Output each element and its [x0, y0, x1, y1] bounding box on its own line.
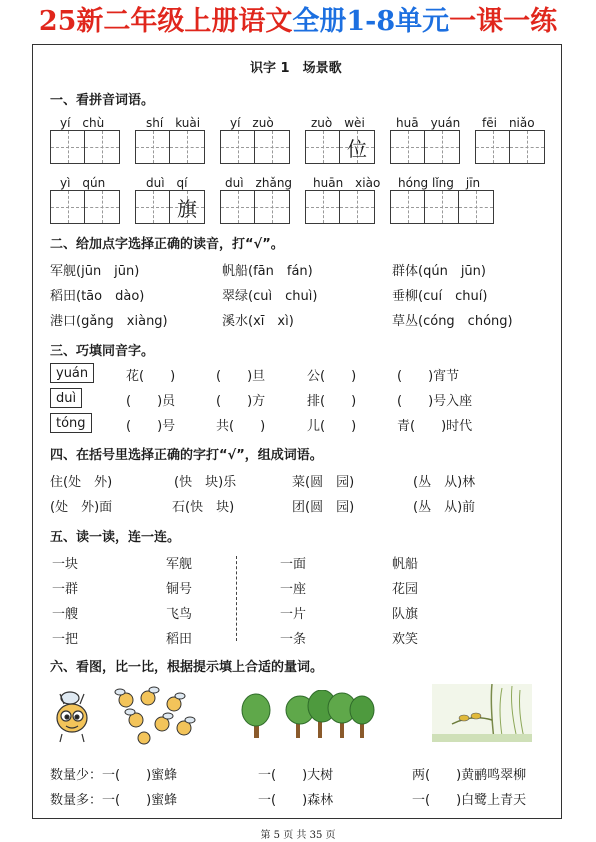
fill-blank[interactable]: 排( )	[307, 394, 357, 409]
match-right-item[interactable]: 队旗	[392, 607, 419, 622]
pronunciation-item	[392, 285, 487, 304]
pinyin-box-yuan: yuán	[50, 363, 94, 383]
char-cell[interactable]	[255, 131, 289, 163]
pinyin-options[interactable]: (xī xì)	[248, 314, 294, 329]
char-grid[interactable]	[390, 190, 494, 224]
char-cell[interactable]	[85, 131, 119, 163]
char-grid[interactable]	[220, 130, 290, 164]
pinyin-label: duì zhǎng	[225, 176, 293, 190]
word: 垂柳	[392, 289, 419, 304]
choice-item[interactable]: (处 外)面	[50, 500, 113, 515]
pinyin-label: shí kuài	[146, 116, 201, 130]
pinyin-options[interactable]: (cóng chóng)	[418, 314, 513, 329]
fill-blank[interactable]: 共( )	[216, 419, 266, 434]
section-6-heading: 六、看图，比一比，根据提示填上合适的量词。	[50, 660, 324, 675]
banner-part-3: 全册1-8单元	[292, 6, 450, 37]
pronunciation-item	[50, 260, 139, 279]
match-left-item[interactable]: 一条	[280, 632, 307, 647]
page-number: 第 5 页 共 35 页	[260, 830, 336, 841]
pinyin-options[interactable]: (gǎng xiàng)	[76, 314, 168, 329]
fill-blank[interactable]: 青( )时代	[397, 419, 473, 434]
fill-blank[interactable]: ( )员	[126, 394, 176, 409]
pinyin-options[interactable]: (fān fán)	[248, 264, 313, 279]
char-cell[interactable]	[306, 131, 340, 163]
char-cell[interactable]	[136, 131, 170, 163]
word: 帆船	[222, 264, 249, 279]
pinyin-options[interactable]: (qún jūn)	[418, 264, 486, 279]
word: 溪水	[222, 314, 249, 329]
char-grid[interactable]	[475, 130, 545, 164]
pronunciation-item	[50, 310, 168, 329]
measure-word-more-bees[interactable]: 数量多：一( )蜜蜂	[50, 793, 178, 808]
section-2-heading: 二、给加点字选择正确的读音，打“√”。	[50, 237, 284, 252]
section-4-heading: 四、在括号里选择正确的字打“√”，组成词语。	[50, 448, 323, 463]
pinyin-label: zuò wèi	[311, 116, 365, 130]
match-left-item[interactable]: 一面	[280, 557, 307, 572]
pinyin-label: huān xiào	[313, 176, 381, 190]
char-cell[interactable]	[221, 191, 255, 223]
fill-blank[interactable]: 花( )	[126, 369, 176, 384]
small-bees	[115, 687, 195, 744]
pinyin-label: fēi niǎo	[482, 116, 535, 130]
match-left-item[interactable]: 一片	[280, 607, 307, 622]
banner-part-2: 二年级上册语文	[103, 6, 293, 37]
big-bee	[57, 692, 87, 742]
match-right-item[interactable]: 欢笑	[392, 632, 419, 647]
measure-word-more-forest[interactable]: 一( )森林	[258, 793, 334, 808]
choice-item[interactable]: 菜(圆 园)	[292, 475, 355, 490]
char-cell[interactable]	[391, 191, 425, 223]
char-cell[interactable]	[170, 131, 204, 163]
char-cell[interactable]	[85, 191, 119, 223]
single-tree	[242, 694, 270, 738]
choice-item[interactable]: (快 块)乐	[174, 475, 237, 490]
trees-illustration	[238, 690, 378, 740]
measure-word-more-birds[interactable]: 一( )白鹭上青天	[412, 793, 527, 808]
word: 翠绿	[222, 289, 249, 304]
char-cell[interactable]	[425, 131, 459, 163]
match-left-item[interactable]: 一块	[52, 557, 79, 572]
pinyin-box-dui: duì	[50, 388, 82, 408]
pinyin-label: hóng lǐng jīn	[398, 176, 481, 190]
fill-blank[interactable]: 公( )	[307, 369, 357, 384]
choice-item[interactable]: 石(快 块)	[172, 500, 235, 515]
bees-illustration	[48, 686, 198, 746]
pinyin-options[interactable]: (cuí chuí)	[418, 289, 488, 304]
match-right-item[interactable]: 军舰	[166, 557, 193, 572]
char-cell[interactable]	[340, 191, 374, 223]
measure-word-less-tree[interactable]: 一( )大树	[258, 768, 334, 783]
match-left-item[interactable]: 一艘	[52, 607, 79, 622]
char-cell[interactable]	[306, 191, 340, 223]
measure-word-less-birds[interactable]: 两( )黄鹂鸣翠柳	[412, 768, 527, 783]
fill-blank[interactable]: 儿( )	[307, 419, 357, 434]
pronunciation-item	[392, 310, 513, 329]
match-right-item[interactable]: 帆船	[392, 557, 419, 572]
char-grid[interactable]	[220, 190, 290, 224]
char-grid[interactable]	[305, 190, 375, 224]
word: 稻田	[50, 289, 77, 304]
pronunciation-item	[222, 310, 294, 329]
section-3-heading: 三、巧填同音字。	[50, 344, 155, 359]
pinyin-label: yí chù	[60, 116, 105, 130]
match-left-item[interactable]: 一把	[52, 632, 79, 647]
match-right-item[interactable]: 铜号	[166, 582, 193, 597]
banner-part-1: 25新	[38, 6, 104, 37]
word: 港口	[50, 314, 77, 329]
choice-item[interactable]: 住(处 外)	[50, 475, 113, 490]
section-1-heading: 一、看拼音词语。	[50, 93, 155, 108]
pinyin-label: yì qún	[60, 176, 106, 190]
pinyin-options[interactable]: (tāo dào)	[76, 289, 145, 304]
char-cell[interactable]	[136, 191, 170, 223]
choice-item[interactable]: 团(圆 园)	[292, 500, 355, 515]
pronunciation-item	[222, 285, 317, 304]
match-right-item[interactable]: 飞鸟	[166, 607, 193, 622]
pronunciation-item	[392, 260, 486, 279]
char-grid[interactable]	[50, 190, 120, 224]
fill-blank[interactable]: ( )旦	[216, 369, 266, 384]
pinyin-box-tong: tóng	[50, 413, 92, 433]
match-left-item[interactable]: 一座	[280, 582, 307, 597]
char-grid[interactable]	[135, 130, 205, 164]
willow-birds-illustration	[432, 684, 532, 742]
char-cell[interactable]	[459, 191, 493, 223]
match-right-item[interactable]: 稻田	[166, 632, 193, 647]
pinyin-label: duì qí	[146, 176, 188, 190]
pinyin-options[interactable]: (jūn jūn)	[76, 264, 140, 279]
choice-item[interactable]: (丛 从)林	[413, 475, 476, 490]
pinyin-label: huā yuán	[396, 116, 461, 130]
fill-blank[interactable]: ( )号入座	[397, 394, 473, 409]
char-cell[interactable]	[391, 131, 425, 163]
fill-blank[interactable]: ( )宵节	[397, 369, 460, 384]
char-cell[interactable]	[51, 191, 85, 223]
section-5-heading: 五、读一读，连一连。	[50, 530, 181, 545]
match-right-item[interactable]: 花园	[392, 582, 419, 597]
divider-dashed	[236, 556, 237, 641]
char-cell[interactable]: 位	[340, 131, 374, 163]
pronunciation-item	[50, 285, 144, 304]
char-cell[interactable]	[476, 131, 510, 163]
measure-word-less-bees[interactable]: 数量少：一( )蜜蜂	[50, 768, 178, 783]
char-cell[interactable]	[425, 191, 459, 223]
fill-blank[interactable]: ( )号	[126, 419, 176, 434]
pronunciation-item	[222, 260, 313, 279]
pinyin-label: yí zuò	[230, 116, 274, 130]
char-grid[interactable]	[135, 190, 205, 224]
char-cell[interactable]	[255, 191, 289, 223]
word: 草丛	[392, 314, 419, 329]
char-grid[interactable]	[390, 130, 460, 164]
word: 军舰	[50, 264, 77, 279]
banner-title	[0, 0, 596, 44]
banner-part-4: 一课一练	[449, 6, 558, 37]
lesson-title: 识字 1 场景歌	[250, 61, 342, 76]
forest	[286, 690, 374, 738]
pinyin-options[interactable]: (cuì chuì)	[248, 289, 318, 304]
char-grid[interactable]	[50, 130, 120, 164]
choice-item[interactable]: (丛 从)前	[413, 500, 476, 515]
char-cell[interactable]: 旗	[170, 191, 204, 223]
char-cell[interactable]	[51, 131, 85, 163]
char-cell[interactable]	[510, 131, 544, 163]
char-grid[interactable]	[305, 130, 375, 164]
fill-blank[interactable]: ( )方	[216, 394, 266, 409]
char-cell[interactable]	[221, 131, 255, 163]
word: 群体	[392, 264, 419, 279]
match-left-item[interactable]: 一群	[52, 582, 79, 597]
